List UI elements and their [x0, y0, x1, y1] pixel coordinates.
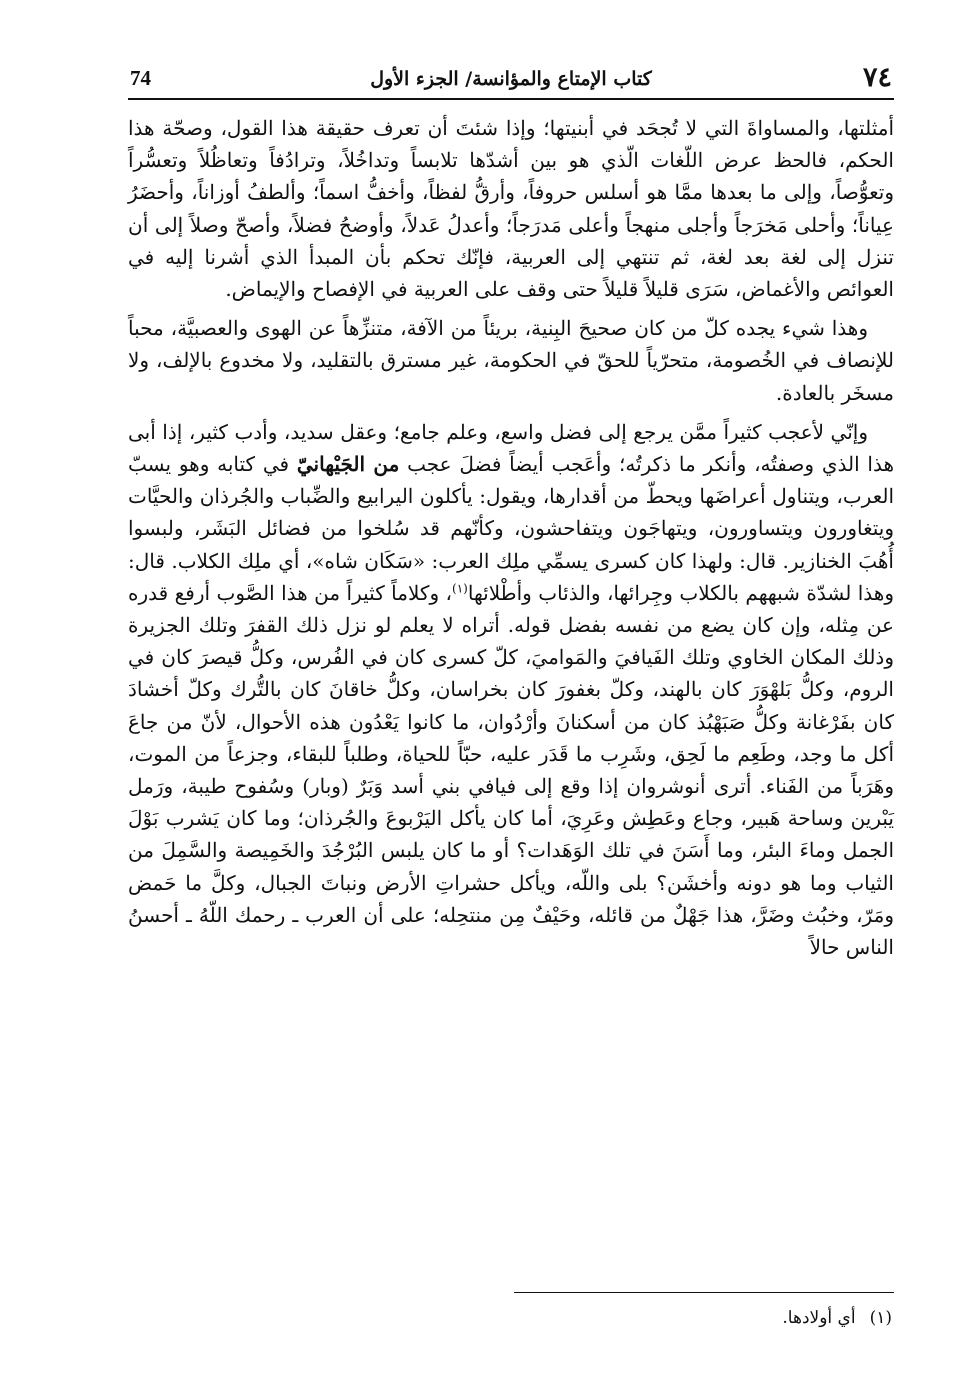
- paragraph-3-part-2: في كتابه وهو يسبّ العرب، ويتناول أعراضَها ويحطّ من أقدارها، ويقول: يأكلون اليرابيع والضِّباب والجُرذان والحيَّات ويتغاورون ويتساورون، ويتهاجَون ويتفاحشون، وكأنّهم قد سُلخوا من فضائل البَشَر، ولبسوا أُهُبَ الخنازير. قال: ولهذا كان كسرى يسمِّي ملِك العرب: «سَكَان شاه»، أي ملِك الكلاب. قال: وهذا لشدّة شبههم بالكلاب وجِرائها، والذئاب وأطْلائها: [128, 452, 894, 605]
- footnote: [782, 1308, 892, 1328]
- book-page: [128, 60, 894, 1360]
- footnote-text: أي أولادها.: [782, 1308, 856, 1328]
- footnote-rule: [514, 1292, 894, 1293]
- paragraph-3-part-3: ، وكلاماً كثيراً من هذا الصَّوب أرفع قدره عن مِثله، وإن كان يضع من نفسه بفضل قوله. أتراه لا يعلم لو نزل ذلك القفرَ وتلك الجزيرة وذلك المكان الخاوي وتلك الفَيافيَ والمَواميَ، كلّ كسرى كان في الفُرس، وكلُّ قيصرَ كان في الروم، وكلُّ بَلهْوَرَ كان بالهند، وكلّ بغفورَ كان بخراسان، وكلُّ خاقانَ كان بالتُّرك وكلّ أخشادَ كان بفَرْغانة وكلُّ صَبَهْبُذ كان من أسكنانَ وأرْدُوان، ما كانوا يَعْدُون هذه الأحوال، لأنّ من جاعَ أكل ما وجد، وطَعِم ما لَحِق، وشَرِب ما قَدَر عليه، حبّاً للحياة، وطلباً للبقاء، وجزعاً من الموت، وهَرَباً من الفَناء. أترى أنوشروان إذا وقع إلى فيافي بني أسد وَبَرٌ (وبار) وسُفوح طيبة، ورَمل يَبْرين وساحة هَبير، وجاع وعَطِش وعَرِيَ، أما كان يأكل اليَرْبوعَ والجُرذان؛ وما كان يَشرب بَوْلَ الجمل وماءَ البئر، وما أَسَنَ في تلك الوَهَدات؟ أو ما كان يلبس البُرْجُدَ والخَمِيصة والسَّمِلَ من الثياب وما هو دونه وأخشَن؟ بلى واللّه، ويأكل حشراتِ الأرض ونباتَ الجبال، وكلَّ ما حَمض ومَرّ، وخبُث وضَرَّ، هذا جَهْلٌ من قائله، وحَيْفٌ مِن منتحِله؛ على أن العرب ـ رحمك اللّهُ ـ أحسنُ الناس حالاً: [128, 580, 894, 960]
- book-title: كتاب الإمتاع والمؤانسة/ الجزء الأول: [370, 68, 652, 90]
- page-number-latin: 74: [130, 66, 151, 90]
- footnote-reference: (١): [452, 581, 468, 596]
- paragraph-3-part-1: وإنّي لأعجب كثيراً ممَّن يرجع إلى فضل واسع، وعلم جامع؛ وعقل سديد، وأدب كثير، إذا أبى هذا الذي وصفتُه، وأنكر ما ذكرتُه؛ وأعَجب أيضاً فضلَ عجب: [128, 419, 895, 477]
- page-number-arabic: ٧٤: [862, 62, 892, 93]
- running-header: [128, 60, 894, 100]
- paragraph-3: [128, 416, 894, 963]
- paragraph-2: وهذا شيء يجده كلّ من كان صحيحَ البِنية، بريئاً من الآفة، متنزِّهاً عن الهوى والعصبيَّة، محباً للإنصاف في الخُصومة، متحرّياً للحقّ في الحكومة، غير مسترق بالتقليد، ولا مخدوع بالإلف، ولا مسخَر بالعادة.: [128, 316, 894, 405]
- bold-name-jayhani: من الجَيْهانيّ: [296, 452, 400, 477]
- body-text: [128, 112, 894, 963]
- footnote-marker: (١): [869, 1308, 892, 1328]
- paragraph-1: أمثلتها، والمساواةَ التي لا تُجحَد في أبنيتها؛ وإذا شئتَ أن تعرف حقيقة هذا القول، وصحّة هذا الحكم، فالحظ عرض اللّغات الّذي هو بين أشدّها تلابساً وتداخُلاً، وترادُفاً وتعاظُلاً وتعسُّراً وتعوُّصاً، وإلى ما بعدها ممَّا هو أسلس حروفاً، وأرقُّ لفظاً، وأخفُّ اسماً؛ وألطفُ أوزاناً، وأحضَرُ عِياناً؛ وأحلى مَخرَجاً وأجلى منهجاً وأعلى مَدرَجاً؛ وأعدلُ عَدلاً، وأوضحُ فضلاً، وأصحّ وصلاً إلى أن تنزل إلى لغة بعد لغة، ثم تنتهي إلى العربية، فإنّك تحكم بأن المبدأ الذي أشرنا إليه في العوائص والأغماض، سَرَى قليلاً قليلاً حتى وقف على العربية في الإفصاح والإيماض.: [128, 116, 894, 302]
